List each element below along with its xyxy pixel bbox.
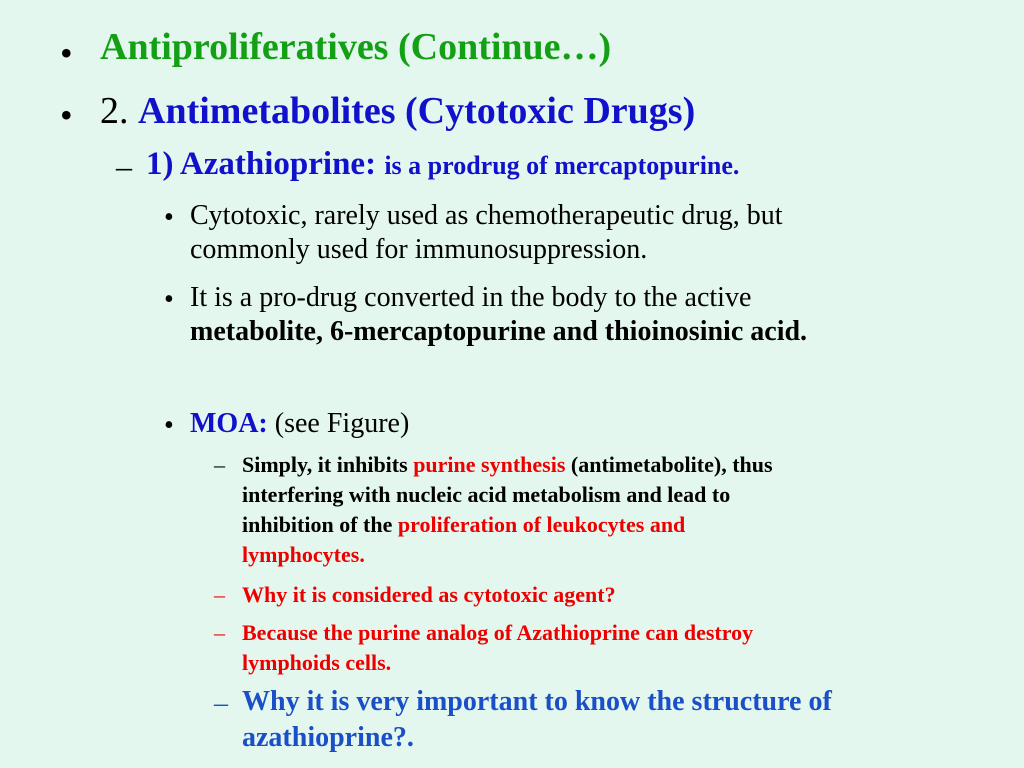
dash-why-structure: – (214, 688, 228, 719)
section-number: 2. (100, 90, 129, 132)
why-structure-line2: azathioprine?. (242, 722, 414, 753)
simply-line1 (242, 452, 773, 477)
dash-because: – (214, 620, 225, 645)
simply-line3 (242, 512, 685, 537)
bullet-antimetabolites: • (60, 95, 73, 135)
prodrug-line1: It is a pro-drug converted in the body to the active (190, 282, 752, 313)
dash-azathioprine: – (116, 148, 132, 184)
why-structure-line1: Why it is very important to know the structure of (242, 686, 832, 717)
because-line1: Because the purine analog of Azathioprine can destroy (242, 620, 754, 645)
moa-label: MOA: (190, 408, 268, 439)
antimetabolites-title: Antimetabolites (Cytotoxic Drugs) (138, 90, 696, 132)
azathioprine-title: 1) Azathioprine: (146, 146, 377, 182)
dash-simply: – (214, 452, 225, 477)
bullet-antiproliferatives: • (60, 33, 73, 73)
simply-text-b: (antimetabolite), thus (565, 452, 773, 477)
proliferation-text: proliferation of leukocytes and (397, 512, 686, 537)
moa-note: (see Figure) (274, 408, 410, 439)
simply-line2: interfering with nucleic acid metabolism and lead to (242, 482, 731, 507)
dash-why-cytotoxic: – (214, 582, 225, 607)
bullet-prodrug: • (164, 284, 174, 315)
because-line2: lymphoids cells. (242, 650, 392, 675)
simply-line4: lymphocytes. (242, 542, 365, 567)
azathioprine-heading (146, 146, 739, 184)
simply-text-a: Simply, it inhibits (242, 452, 414, 477)
bullet-cytotoxic: • (164, 202, 174, 233)
moa-line (190, 408, 409, 440)
cytotoxic-line2: commonly used for immunosuppression. (190, 234, 648, 265)
prodrug-line2: metabolite, 6-mercaptopurine and thioinosinic acid. (190, 316, 808, 347)
antimetabolites-heading (100, 90, 695, 134)
bullet-moa: • (164, 410, 174, 441)
azathioprine-desc: is a prodrug of mercaptopurine. (384, 151, 740, 180)
why-cytotoxic: Why it is considered as cytotoxic agent? (242, 582, 616, 607)
antiproliferatives-heading: Antiproliferatives (Continue…) (100, 26, 612, 68)
cytotoxic-line1: Cytotoxic, rarely used as chemotherapeutic drug, but (190, 200, 783, 231)
purine-synthesis: purine synthesis (413, 452, 566, 477)
simply-text-c: inhibition of the (242, 512, 398, 537)
